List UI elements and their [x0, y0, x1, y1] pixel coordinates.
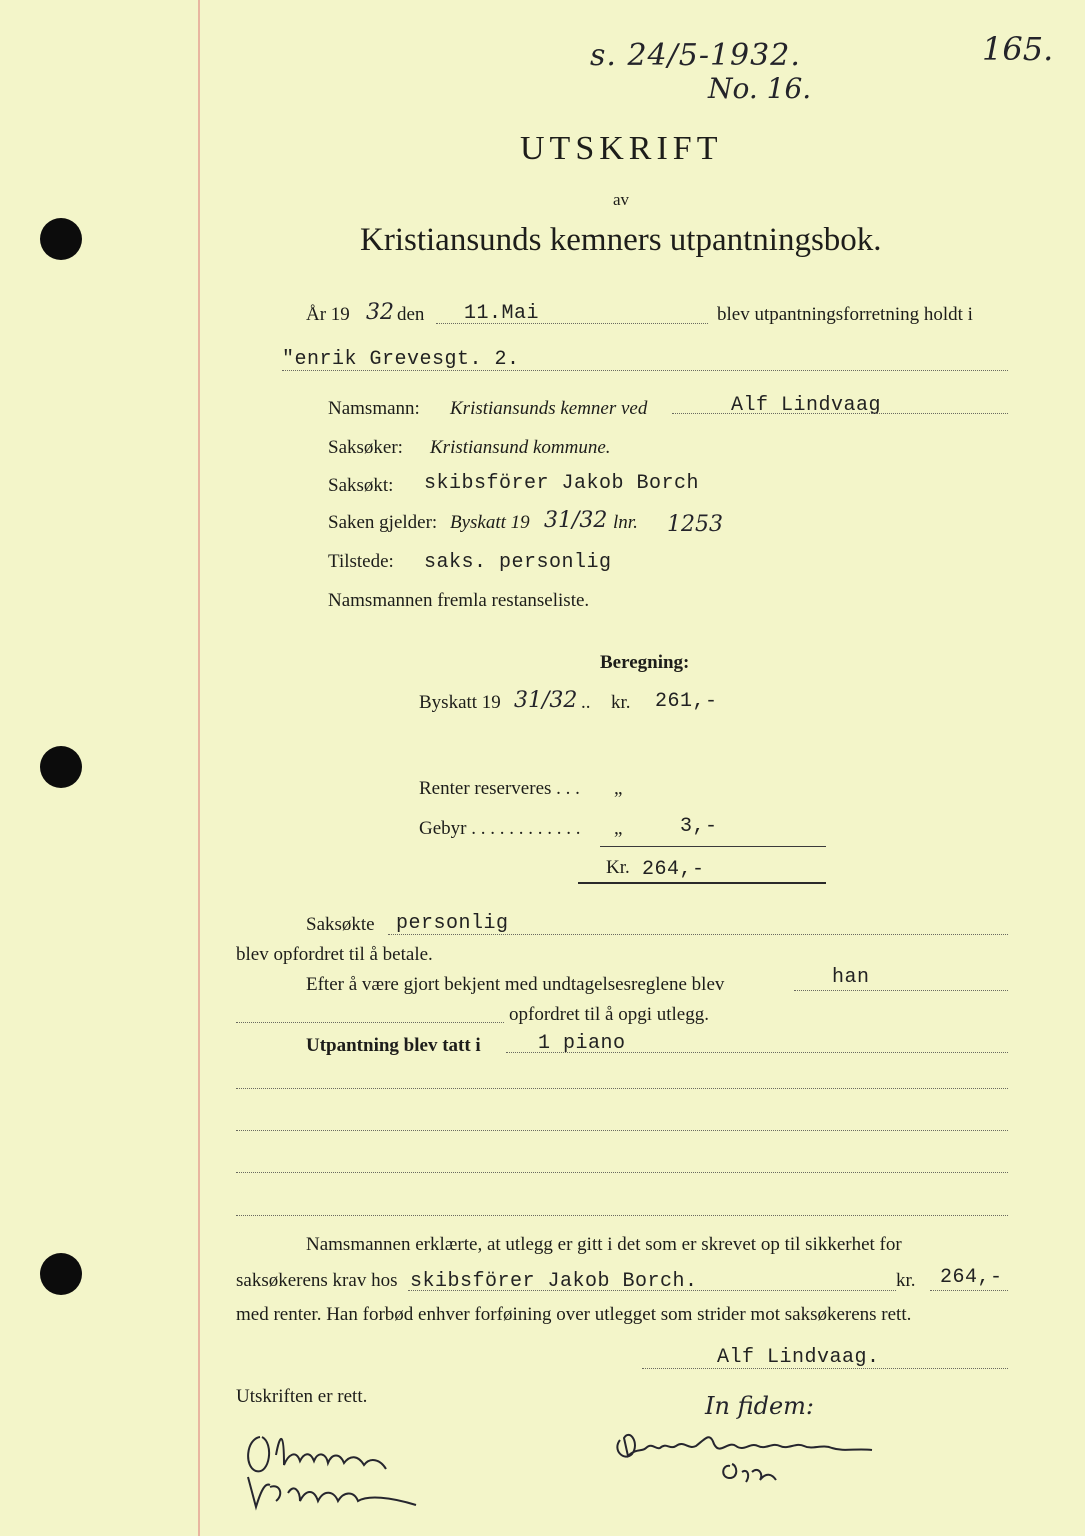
total-label: Kr.	[606, 857, 630, 878]
document-subtitle: Kristiansunds kemners utpantningsbok.	[360, 222, 882, 258]
byskatt-dots: ..	[581, 692, 591, 713]
number-note: No. 16.	[708, 72, 812, 105]
saken-label: Saken gjelder:	[328, 512, 438, 533]
dotted-line	[642, 1368, 1008, 1369]
renter-label: Renter reserveres . . .	[419, 778, 580, 799]
namsmann-label: Namsmann:	[328, 398, 420, 419]
namsmann-printed: Kristiansunds kemner ved	[450, 398, 648, 419]
sum-rule	[600, 846, 826, 847]
declaration-amount: 264,-	[940, 1266, 1003, 1289]
renter-ditto: „	[614, 778, 623, 799]
dotted-line	[408, 1290, 896, 1291]
opgi-text: opfordret til å opgi utlegg.	[509, 1004, 709, 1025]
dotted-line	[388, 934, 1008, 935]
declaration-line3: med renter. Han forbød enhver forføining over utlegget som strider mot saksøkerens rett.	[236, 1304, 912, 1325]
declaration-kr: kr.	[896, 1270, 916, 1291]
saken-year: 31/32	[544, 508, 608, 533]
punch-hole	[40, 218, 82, 260]
witness-note: In fidem:	[705, 1392, 814, 1420]
opfordret-text: blev opfordret til å betale.	[236, 944, 433, 965]
held-label: blev utpantningsforretning holdt i	[717, 304, 973, 325]
year-value: 32	[366, 300, 394, 325]
efter-text: Efter å være gjort bekjent med undtagelsesreglene blev	[306, 974, 725, 995]
utpantning-value: 1 piano	[538, 1032, 626, 1055]
year-prefix: År 19	[306, 304, 350, 325]
title-av: av	[613, 190, 630, 209]
gebyr-label: Gebyr . . . . . . . . . . . .	[419, 818, 581, 839]
dotted-line	[236, 1172, 1008, 1173]
place-value: "enrik Grevesgt. 2.	[282, 348, 520, 371]
punch-hole	[40, 1253, 82, 1295]
margin-rule	[198, 0, 200, 1536]
saksokt-value: skibsförer Jakob Borch	[424, 472, 700, 495]
total-rule	[578, 882, 826, 884]
saksoker-label: Saksøker:	[328, 437, 403, 458]
dotted-line	[236, 1088, 1008, 1089]
dotted-line	[236, 1130, 1008, 1131]
declaration-debtor: skibsförer Jakob Borch.	[410, 1270, 698, 1293]
byskatt-label: Byskatt 19	[419, 692, 501, 713]
punch-hole	[40, 746, 82, 788]
declaration-line1: Namsmannen erklærte, at utlegg er gitt i det som er skrevet op til sikkerhet for	[306, 1234, 902, 1255]
rett-text: Utskriften er rett.	[236, 1386, 368, 1407]
kemner-signature	[240, 1425, 430, 1515]
saken-nr-value: 1253	[667, 512, 723, 537]
dotted-line	[236, 1022, 504, 1023]
gebyr-value: 3,-	[680, 815, 718, 838]
document-title: UTSKRIFT	[520, 130, 723, 167]
efter-value: han	[832, 966, 870, 989]
dotted-line	[506, 1052, 1008, 1053]
saksoker-value: Kristiansund kommune.	[430, 437, 611, 458]
total-value: 264,-	[642, 858, 705, 881]
dotted-line	[282, 370, 1008, 371]
dotted-line	[930, 1290, 1008, 1291]
saksokte-label: Saksøkte	[306, 914, 375, 935]
date-note: s. 24/5-1932.	[590, 38, 801, 73]
byskatt-value: 261,-	[655, 690, 718, 713]
signed-name: Alf Lindvaag.	[717, 1346, 880, 1369]
dotted-line	[436, 323, 708, 324]
saken-nr-label: lnr.	[613, 512, 638, 533]
den-label: den	[397, 304, 425, 325]
restanse-text: Namsmannen fremla restanseliste.	[328, 590, 590, 611]
dotted-line	[794, 990, 1008, 991]
tilstede-label: Tilstede:	[328, 551, 394, 572]
declaration-prefix: saksøkerens krav hos	[236, 1270, 398, 1291]
saksokt-label: Saksøkt:	[328, 475, 394, 496]
saken-printed: Byskatt 19	[450, 512, 530, 533]
page-number: 165.	[982, 30, 1054, 68]
date-value: 11.Mai	[464, 302, 540, 325]
beregning-heading: Beregning:	[600, 652, 690, 673]
witness-signature	[610, 1420, 890, 1490]
saksokte-value: personlig	[396, 912, 509, 935]
dotted-line	[672, 413, 1008, 414]
tilstede-value: saks. personlig	[424, 551, 612, 574]
byskatt-year: 31/32	[514, 688, 578, 713]
namsmann-value: Alf Lindvaag	[731, 394, 882, 417]
byskatt-kr: kr.	[611, 692, 631, 713]
dotted-line	[236, 1215, 1008, 1216]
gebyr-ditto: „	[614, 818, 623, 839]
utpantning-label: Utpantning blev tatt i	[306, 1035, 481, 1056]
